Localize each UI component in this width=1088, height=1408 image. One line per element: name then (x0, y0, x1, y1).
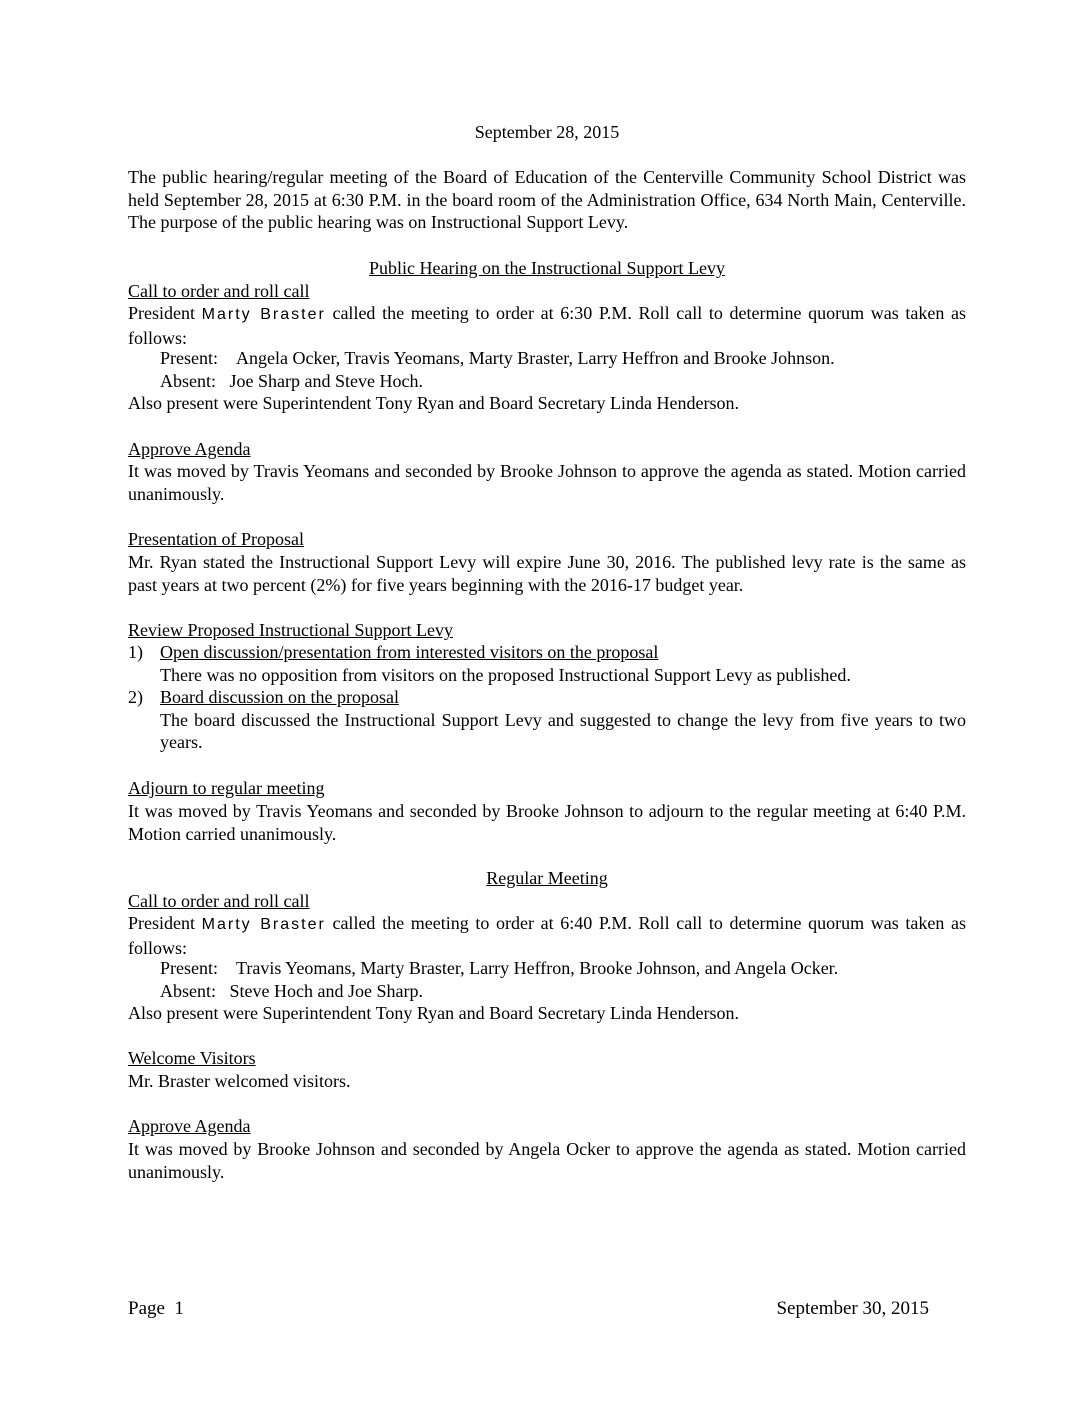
hearing-call-text (128, 302, 966, 349)
adjourn-heading: Adjourn to regular meeting (128, 778, 325, 798)
footer-date: September 30, 2015 (776, 1298, 929, 1319)
intro-paragraph: The public hearing/regular meeting of the Board of Education of the Centerville Community School District was held September 28, 2015 at 6:30 P.M. in the board room of the Administration Office, 634 North Main, Centerville. The purpose of the public hearing was on Instructional Support Levy. (128, 167, 966, 232)
proposal-text: Mr. Ryan stated the Instructional Support Levy will expire June 30, 2016. The published levy rate is the same as past years at two percent (2%) for five years beginning with the 2016-17 budget year. (128, 552, 966, 595)
review-item-title: Open discussion/presentation from interested visitors on the proposal (160, 642, 659, 662)
absent-names: Steve Hoch and Joe Sharp. (229, 981, 423, 1001)
adjourn-text: It was moved by Travis Yeomans and seconded by Brooke Johnson to adjourn to the regular meeting at 6:40 P.M. Motion carried unanimously. (128, 801, 966, 844)
absent-label: Absent: (160, 371, 216, 391)
present-names: Angela Ocker, Travis Yeomans, Marty Braster, Larry Heffron and Brooke Johnson. (236, 348, 835, 368)
hearing-present (128, 347, 998, 370)
present-names: Travis Yeomans, Marty Braster, Larry Heffron, Brooke Johnson, and Angela Ocker. (236, 958, 839, 978)
meeting-date: September 28, 2015 (474, 122, 620, 142)
review-item-number: 2) (128, 687, 143, 707)
regular-agenda-heading: Approve Agenda (128, 1116, 251, 1136)
regular-agenda-text: It was moved by Brooke Johnson and seconded by Angela Ocker to approve the agenda as stated. Motion carried unanimously. (128, 1139, 966, 1182)
proposal-heading: Presentation of Proposal (128, 529, 304, 549)
regular-present (128, 957, 998, 980)
regular-absent (128, 980, 998, 1003)
president-name: Marty Braster (201, 306, 326, 323)
call-text-post: called the meeting to order at 6:30 P.M. Roll call to determine quorum was taken as follows: (128, 303, 966, 348)
hearing-agenda-heading: Approve Agenda (128, 439, 251, 459)
hearing-title: Public Hearing on the Instructional Support Levy (369, 258, 725, 278)
regular-call-text (128, 912, 966, 959)
absent-names: Joe Sharp and Steve Hoch. (229, 371, 423, 391)
review-list (128, 641, 966, 754)
review-item-number: 1) (128, 642, 143, 662)
review-heading: Review Proposed Instructional Support Levy (128, 620, 453, 640)
hearing-absent (128, 370, 998, 393)
review-item-text: The board discussed the Instructional Support Levy and suggested to change the levy from five years to two years. (160, 709, 966, 752)
hearing-agenda-text: It was moved by Travis Yeomans and seconded by Brooke Johnson to approve the agenda as stated. Motion carried unanimously. (128, 461, 966, 504)
review-item-text: There was no opposition from visitors on the proposed Instructional Support Levy as published. (160, 664, 851, 685)
regular-call-heading: Call to order and roll call (128, 891, 310, 911)
call-text-post: called the meeting to order at 6:40 P.M. Roll call to determine quorum was taken as follows: (128, 913, 966, 958)
hearing-also-present: Also present were Superintendent Tony Ryan and Board Secretary Linda Henderson. (128, 393, 740, 413)
present-label: Present: (160, 958, 218, 978)
review-item (128, 686, 966, 754)
call-text-pre: President (128, 303, 202, 323)
welcome-text: Mr. Braster welcomed visitors. (128, 1071, 351, 1091)
page-number: Page 1 (128, 1298, 184, 1319)
regular-also-present: Also present were Superintendent Tony Ryan and Board Secretary Linda Henderson. (128, 1003, 740, 1023)
review-item (128, 641, 966, 686)
hearing-call-heading: Call to order and roll call (128, 281, 310, 301)
review-item-title: Board discussion on the proposal (160, 687, 399, 707)
call-text-pre: President (128, 913, 202, 933)
present-label: Present: (160, 348, 218, 368)
president-name: Marty Braster (201, 916, 326, 933)
welcome-heading: Welcome Visitors (128, 1048, 256, 1068)
regular-title: Regular Meeting (486, 868, 608, 888)
document-page (128, 0, 966, 1408)
absent-label: Absent: (160, 981, 216, 1001)
